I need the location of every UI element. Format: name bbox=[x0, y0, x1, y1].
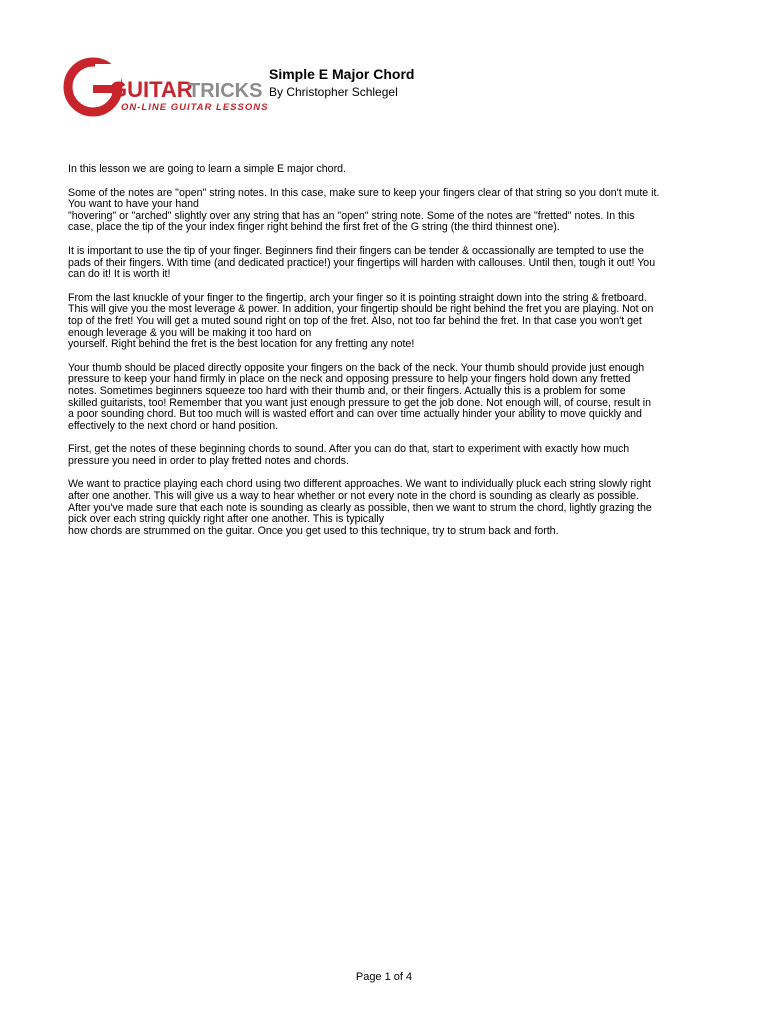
paragraph-line: This will give you the most leverage & power. In addition, your fingertip should be right behind the fret you are playing. Not on bbox=[68, 303, 654, 316]
header bbox=[269, 66, 414, 100]
paragraph-line: case, place the tip of the your index finger right behind the first fret of the G string (the third thinnest one). bbox=[68, 221, 560, 234]
paragraph-line: From the last knuckle of your finger to the fingertip, arch your finger so it is pointing straight down into the string & fretboard. bbox=[68, 291, 647, 304]
paragraph-line: pick over each string quickly right after one another. This is typically bbox=[68, 513, 385, 526]
paragraph-line: skilled guitarists, too! Remember that you want just enough pressure to get the job done. Not enough will, of course, result in bbox=[68, 396, 651, 409]
logo-brand-secondary: TRICKS bbox=[188, 80, 263, 102]
page-title: Simple E Major Chord bbox=[269, 66, 415, 82]
paragraph-line: after one another. This will give us a way to hear whether or not every note in the chord is sounding as clearly as possible. bbox=[68, 490, 640, 503]
paragraph-line: top of the fret! You will get a muted sound right on top of the fret. Also, not too far behind the fret. In that case you won't get bbox=[68, 314, 642, 327]
lesson-body bbox=[68, 164, 700, 549]
paragraph-line: First, get the notes of these beginning chords to sound. After you can do that, start to experiment with exactly how much bbox=[68, 443, 630, 456]
paragraph-line: a poor sounding chord. But too much will is wasted effort and can over time actually hinder your ability to move quickly and bbox=[68, 408, 642, 421]
paragraph-line: notes. Sometimes beginners squeeze too hard with their thumb and, or their fingers. Actually this is a problem for some bbox=[68, 384, 626, 397]
paragraph-line: Some of the notes are "open" string notes. In this case, make sure to keep your fingers clear of that string so you don't mute it. bbox=[68, 186, 660, 199]
lesson-paragraph bbox=[68, 479, 700, 537]
paragraph-line: You want to have your hand bbox=[68, 198, 199, 211]
paragraph-line: We want to practice playing each chord using two different approaches. We want to individually pluck each string slowly right bbox=[68, 478, 651, 491]
paragraph-line: Your thumb should be placed directly opposite your fingers on the back of the neck. Your thumb should provide just enough bbox=[68, 361, 645, 374]
page-number: Page 1 of 4 bbox=[355, 971, 413, 983]
paragraph-line: effectively to the next chord or hand position. bbox=[68, 419, 279, 432]
lesson-paragraph bbox=[68, 246, 700, 281]
author-byline: By Christopher Schlegel bbox=[269, 85, 398, 99]
lesson-paragraph bbox=[68, 164, 700, 176]
paragraph-line: It is important to use the tip of your finger. Beginners find their fingers can be tender & occassionally are tempted to use the bbox=[68, 244, 644, 257]
lesson-paragraph bbox=[68, 444, 700, 467]
paragraph-line: In this lesson we are going to learn a simple E major chord. bbox=[68, 163, 346, 175]
paragraph-line: pressure you need in order to play fretted notes and chords. bbox=[68, 454, 349, 467]
paragraph-line: pressure to keep your hand firmly in place on the neck and opposing pressure to help your fingers hold down any fretted bbox=[68, 373, 631, 386]
logo-tagline: ON-LINE GUITAR LESSONS bbox=[121, 102, 269, 113]
paragraph-line: "hovering" or "arched" slightly over any string that has an "open" string note. Some of the notes are "fretted" notes. In this bbox=[68, 209, 635, 222]
paragraph-line: yourself. Right behind the fret is the best location for any fretting any note! bbox=[68, 338, 415, 351]
lesson-paragraph bbox=[68, 293, 700, 351]
paragraph-line: how chords are strummed on the guitar. Once you get used to this technique, try to strum back and forth. bbox=[68, 524, 559, 537]
paragraph-line: pads of their fingers. With time (and dedicated practice!) your fingertips will harden with callouses. Until then, tough it out! You bbox=[68, 256, 656, 269]
paragraph-line: can do it! It is worth it! bbox=[68, 268, 171, 281]
lesson-paragraph bbox=[68, 188, 700, 234]
logo-brand-primary: GUITAR bbox=[110, 77, 193, 102]
paragraph-line: enough leverage & you will be making it too hard on bbox=[68, 326, 312, 339]
guitar-tricks-logo bbox=[66, 58, 269, 116]
lesson-paragraph bbox=[68, 363, 700, 433]
paragraph-line: After you've made sure that each note is sounding as clearly as possible, then we want to strum the chord, lightly grazing the bbox=[68, 501, 652, 514]
